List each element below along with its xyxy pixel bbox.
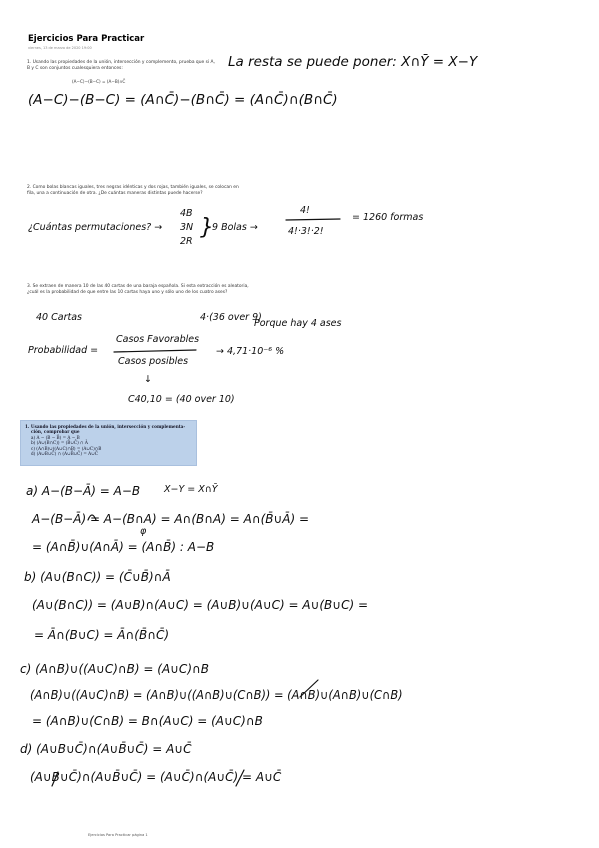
q4c-line-2: (A∩B)∪((A∪C)∩B) = (A∩B)∪((A∩B)∪(C∩B)) = (A∩B)∪(A∩B)∪(C∩B) — [30, 688, 403, 702]
q2-count-red: 2R — [180, 236, 193, 247]
q3-cards: 40 Cartas — [36, 312, 82, 323]
q3-result: → 4,71·10⁻⁶ % — [216, 346, 285, 357]
q1-formula: (A−C)−(B−C) = (A−B)∩C̄ — [72, 79, 126, 84]
q2-fraction-bar — [286, 219, 340, 220]
q3-arrow: ↓ — [144, 374, 152, 385]
q2-count-white: 4B — [180, 208, 193, 219]
page-title: Ejercicios Para Practicar — [28, 34, 145, 44]
page-footer: Ejercicios Para Practicar página 1 — [88, 833, 148, 837]
q3-favorable: 4·(36 over 9) — [200, 312, 262, 323]
q4b-line-2: (A∪(B∩C)) = (A∪B)∩(A∪C) = (A∪B)∪(A∪C) = A∪(B∪C) = — [32, 598, 368, 612]
q3-casos-favorables: Casos Favorables — [116, 334, 200, 345]
page-date: viernes, 13 de marzo de 2020 19:00 — [28, 46, 92, 50]
q4c-line-1: c) (A∩B)∪((A∪C)∩B) = (A∪C)∩B — [20, 662, 210, 676]
q4d-line-2: (A∪B∪C̄)∩(A∪B̄∪C̄) = (A∪C̄)∩(A∪C̄) = A∪C̄ — [30, 770, 282, 784]
q2-count-black: 3N — [180, 222, 194, 233]
q2-statement-1: 2. Como bolas blancas iguales, tres negras idénticas y dos rojas, también iguales, se colocan en — [27, 185, 239, 190]
q4-header-2: ción, comprobar que — [31, 429, 80, 435]
q2-fraction-den: 4!·3!·2! — [288, 226, 324, 237]
q3-casos-posibles: Casos posibles — [118, 356, 189, 367]
q2-result: = 1260 formas — [352, 212, 424, 223]
q4d-strikethrough-1 — [52, 772, 58, 786]
q3-statement-1: 3. Se extraen de manera 10 de las 40 cartas de una baraja española. Si esta extracción es aleatoria, — [27, 284, 249, 289]
q4d-line-1: d) (A∪B∪C̄)∩(A∪B̄∪C̄) = A∪C̄ — [20, 742, 192, 756]
q3-probability-label: Probabilidad = — [28, 345, 99, 356]
q4d-strikethrough-2 — [236, 770, 244, 786]
q2-brace: } — [200, 215, 214, 240]
q1-note: La resta se puede poner: X∩Ȳ = X−Y — [228, 54, 478, 70]
q4a-side-note: X−Y = X∩Ȳ — [164, 484, 218, 495]
q2-statement-2: fila, una a continuación de otra. ¿De cuántas maneras distintas puede hacerse? — [27, 191, 203, 196]
q2-permutations-label: ¿Cuántas permutaciones? → — [28, 222, 163, 233]
q4-item-d: d) (A∪B∪C̄) ∩ (A∪B̄∪C̄) = A∪C̄ — [31, 451, 98, 457]
q4a-line-1: a) A−(B−Ā) = A−B — [26, 484, 141, 498]
q4a-bracket — [88, 515, 96, 520]
q4-item-c: c) (A∩B)∪((A∪C)∩B) = (A∪C)∩B — [31, 445, 102, 451]
q4c-strikethrough — [300, 680, 318, 697]
q4a-line-2: A−(B−Ā) = A−(B∩A) = A∩(B∩A) = A∩(B̄∪Ā) = — [32, 512, 310, 526]
q1-work: (A−C)−(B−C) = (A∩C̄)−(B∩C̄) = (A∩C̄)∩(B∩C̄) — [28, 92, 338, 108]
q4b-line-1: b) (A∪(B∩C)) = (C̄∪B̄)∩Ā — [24, 570, 171, 584]
q4a-phi: φ — [140, 526, 147, 537]
q4c-line-3: = (A∩B)∪(C∩B) = B∩(A∪C) = (A∪C)∩B — [32, 714, 263, 728]
q1-statement: 1. Usando las propiedades de la unión, intersección y complemento, prueba que si A, B y C son conjuntos cualesquiera entonces: — [27, 60, 215, 71]
q4-item-b: b) (A∪(B∩C)) = (B̄∪C̄) ∩ Ā — [31, 440, 88, 446]
q3-combinations: C40,10 = (40 over 10) — [128, 394, 235, 405]
q4a-line-3: = (A∩B̄)∪(A∩Ā) = (A∩B̄) : A−B — [32, 540, 215, 554]
q2-total: 9 Bolas → — [212, 222, 258, 233]
q3-statement-2: ¿cuál es la probabilidad de que entre las 10 cartas haya uno y sólo uno de los cuatro ases? — [27, 290, 228, 295]
q3-fraction-bar — [114, 350, 196, 352]
q2-fraction-num: 4! — [300, 205, 310, 216]
q4-item-a: a) A − (B − B̄) = A − B — [31, 434, 80, 440]
q4b-line-3: = Ā∩(B∪C) = Ā∩(B̄∩C̄) — [34, 628, 170, 642]
q3-reason: Porque hay 4 ases — [254, 318, 342, 329]
q4-header-1: 1. Usando las propiedades de la unión, intersección y complementa- — [25, 424, 186, 429]
